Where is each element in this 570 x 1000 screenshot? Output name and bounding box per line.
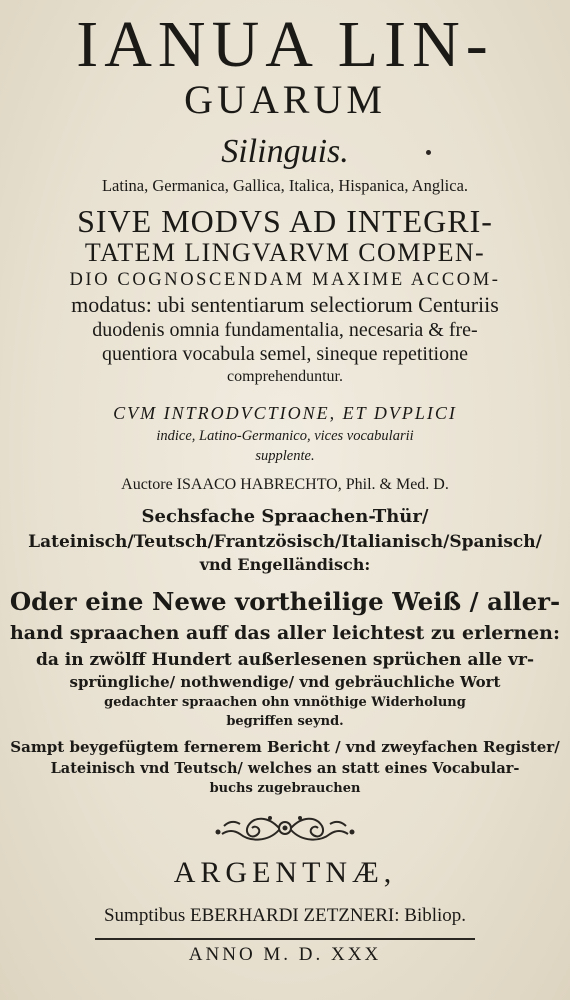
german-description-line: da in zwölff Hundert außerlesenen sprüchen alle vr- [35, 650, 535, 670]
german-title-line: vnd Engelländisch: [199, 555, 371, 574]
german-supplement-line: Lateinisch vnd Teutsch/ welches an statt eines Vocabular- [50, 760, 520, 777]
description-line: comprehenduntur. [227, 368, 343, 385]
german-description-line: sprüngliche/ nothwendige/ vnd gebräuchliche Wort [69, 673, 501, 691]
title-line-2: GUARUM [184, 77, 386, 122]
description-line: TATEM LINGVARVM COMPEN- [84, 238, 486, 267]
introduction-line: supplente. [255, 448, 315, 464]
german-supplement-line: Sampt beygefügtem fernerem Bericht / vnd zweyfachen Register/ [10, 738, 560, 756]
imprint-year: ANNO M. D. XXX [188, 944, 382, 965]
subtitle: Silinguis. [221, 133, 349, 170]
german-description-line: Oder eine Newe vortheilige Weiß / aller- [9, 587, 561, 616]
imprint-publisher: Sumptibus EBERHARDI ZETZNERI: Bibliop. [103, 905, 467, 926]
description-line: DIO COGNOSCENDAM MAXIME ACCOM- [69, 270, 501, 290]
description-line: duodenis omnia fundamentalia, necesaria & fre- [92, 319, 478, 341]
printers-ornament-icon [210, 812, 360, 844]
german-title-line: Sechsfache Spraachen-Thür/ [141, 506, 429, 527]
description-line: modatus: ubi sententiarum selectiorum Centuriis [71, 292, 499, 317]
german-supplement-line: buchs zugebrauchen [209, 781, 361, 796]
introduction-line: indice, Latino-Germanico, vices vocabularii [156, 428, 414, 444]
german-title-line: Lateinisch/Teutsch/Frantzösisch/Italianisch/Spanisch/ [28, 532, 542, 552]
description-line: SIVE MODVS AD INTEGRI- [77, 203, 493, 239]
ink-speck [426, 150, 431, 155]
german-description-line: hand spraachen auff das aller leichtest zu erlernen: [10, 622, 560, 644]
imprint-city: ARGENTNÆ, [173, 856, 397, 889]
german-description-line: begriffen seynd. [226, 714, 344, 729]
description-line: quentiora vocabula semel, sineque repetitione [102, 343, 468, 365]
german-description-line: gedachter spraachen ohn vnnöthige Widerholung [104, 695, 466, 710]
author-line: Auctore ISAACO HABRECHTO, Phil. & Med. D. [121, 476, 449, 493]
introduction-line: CVM INTRODVCTIONE, ET DVPLICI [113, 403, 457, 423]
languages-line: Latina, Germanica, Gallica, Italica, Hispanica, Anglica. [101, 176, 469, 195]
title-line-1: IANUA LIN- [76, 8, 494, 81]
